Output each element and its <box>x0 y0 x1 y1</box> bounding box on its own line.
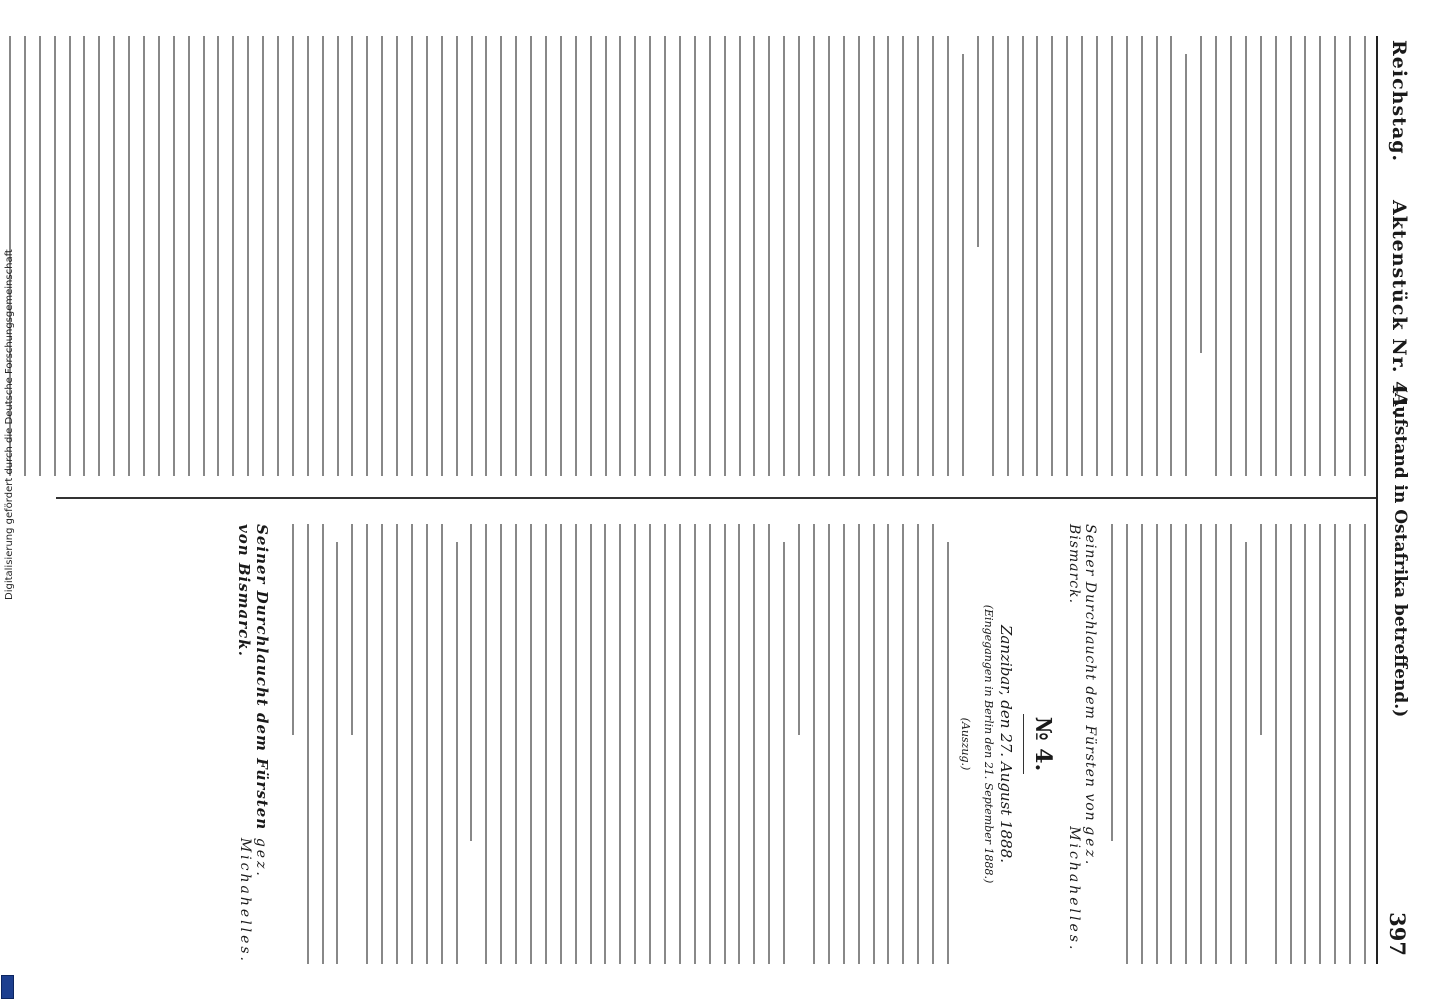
text-column-right <box>233 524 1366 964</box>
running-head-left: Reichstag. <box>1388 40 1410 163</box>
closing-signatory: gez. Michahelles. <box>236 837 269 965</box>
running-head-subject: (Aufstand in Ostafrika betreffend.) <box>1390 385 1410 718</box>
page-number: 397 <box>1385 912 1410 956</box>
paragraph <box>798 524 949 964</box>
text-column-left <box>0 36 1366 476</box>
header-rule <box>1376 36 1378 964</box>
column-divider <box>56 497 1376 499</box>
paragraph <box>1111 524 1247 964</box>
addressee: Seiner Durchlaucht dem Fürsten von Bismarck. <box>1065 524 1098 822</box>
excerpt-note: (Auszug.) <box>958 717 972 771</box>
closing-addressee: Seiner Durchlaucht dem Fürsten von Bismarck. <box>234 524 271 831</box>
paragraph <box>1200 36 1366 476</box>
closing-block <box>235 524 279 964</box>
document-number: № 4. <box>1029 716 1056 772</box>
digitization-credit: Digitalisierung gefördert durch die Deutsche Forschungsgemeinschaft <box>4 249 15 600</box>
number-rule <box>1023 714 1024 774</box>
paragraph <box>351 524 457 964</box>
received-note: (Eingegangen in Berlin den 21. September 1888.) <box>981 604 995 884</box>
signatory: gez. Michahelles. <box>1065 826 1098 953</box>
paragraph <box>1260 524 1366 964</box>
dfg-logo-icon <box>1 975 14 999</box>
signature-block <box>1066 524 1098 964</box>
place-date: Zanzibar, den 27. August 1888. <box>996 624 1015 864</box>
paragraph <box>0 36 964 476</box>
paragraph <box>292 524 339 964</box>
paragraph <box>977 36 1187 476</box>
paragraph <box>470 524 785 964</box>
running-head-title: Aktenstück Nr. 41. <box>1388 200 1410 418</box>
